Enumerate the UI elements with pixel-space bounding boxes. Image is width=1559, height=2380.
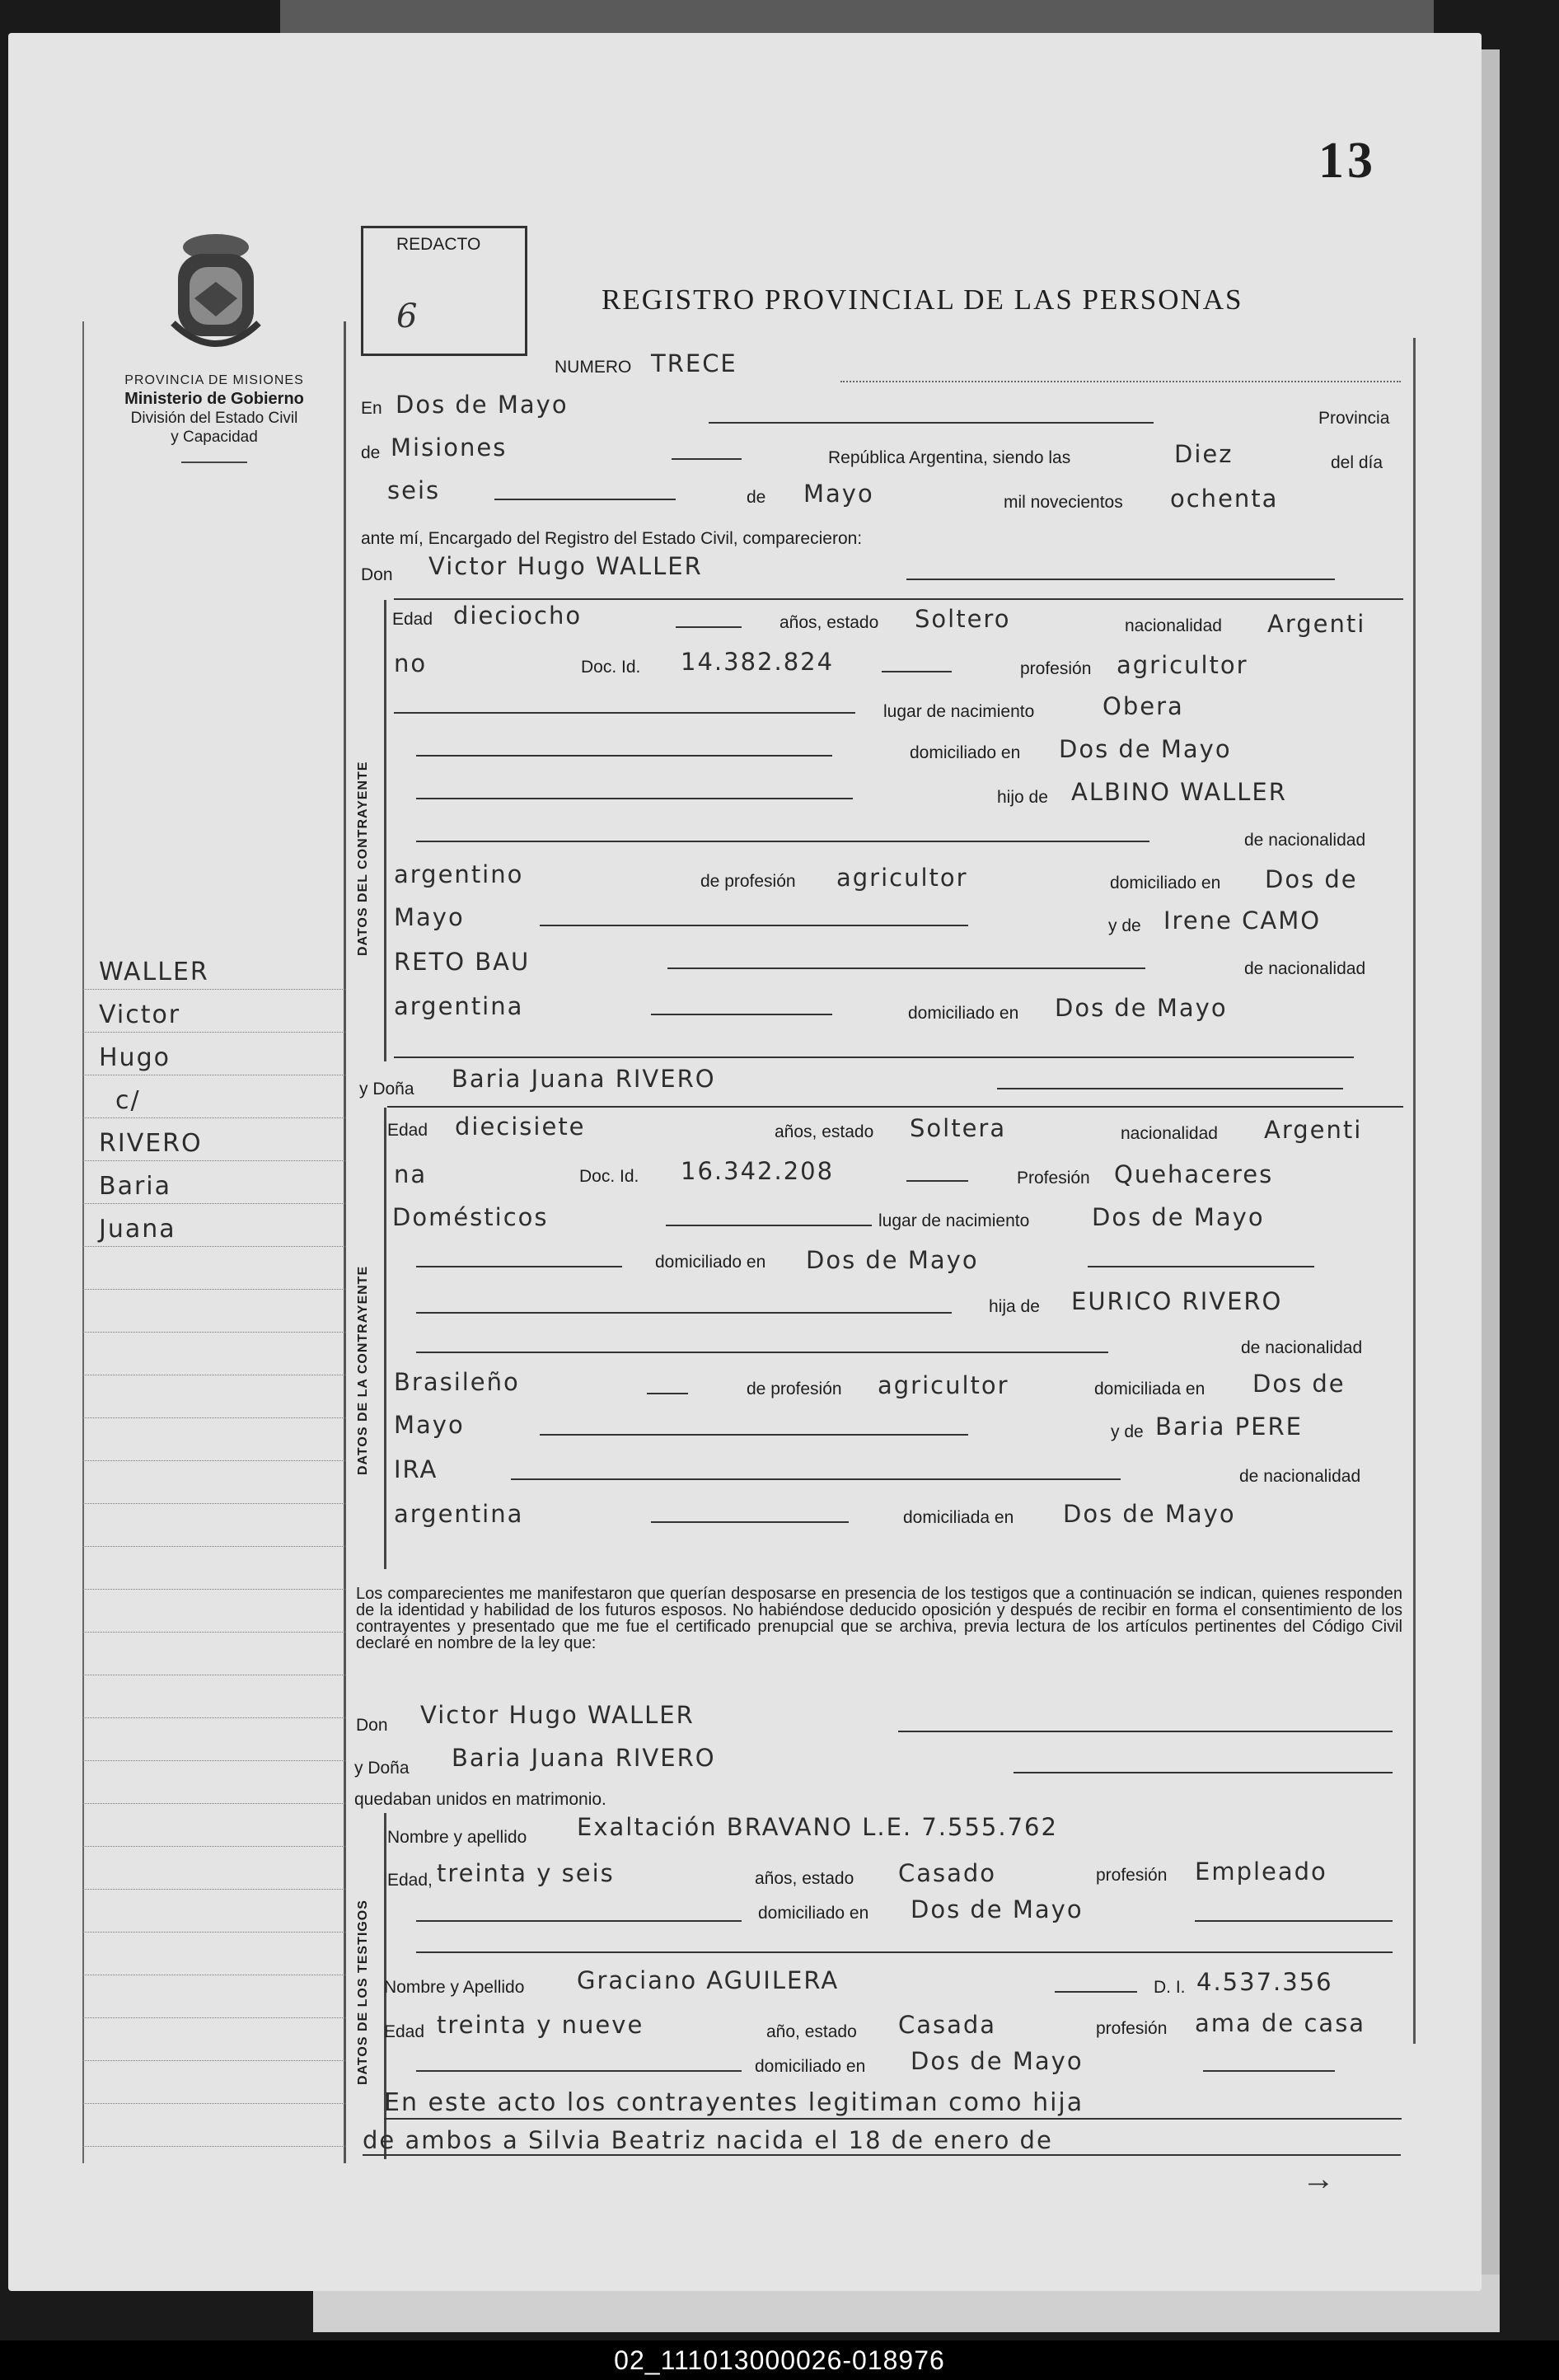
fill-line <box>416 1266 622 1267</box>
numero-value: TRECE <box>651 349 737 377</box>
padre-nac-value-2: Brasileño <box>394 1368 520 1396</box>
prof-value: agricultor <box>1117 651 1248 679</box>
section-rule <box>394 598 1403 600</box>
padre-dom-value-2: Dos de <box>1252 1370 1346 1398</box>
margin-line <box>82 1846 346 1847</box>
yde-label: y de <box>1108 916 1141 935</box>
dom-label-2: domiciliado en <box>655 1253 766 1272</box>
deprof-label: de profesión <box>700 872 796 891</box>
t2-dom-value: Dos de Mayo <box>911 2047 1084 2075</box>
quedaban-text: quedaban unidos en matrimonio. <box>354 1790 606 1809</box>
fill-line <box>666 1225 872 1226</box>
estado-value: Soltero <box>915 605 1011 633</box>
page-number: 13 <box>1318 133 1376 189</box>
del-dia-label: del día <box>1331 453 1383 472</box>
padre-nac-value: argentino <box>394 860 524 888</box>
ministry-name: Ministerio de Gobierno <box>124 390 304 408</box>
lugar-label-2: lugar de nacimiento <box>878 1211 1030 1230</box>
fill-line <box>416 1951 1393 1953</box>
fill-line <box>1088 1266 1314 1267</box>
padre-dom-value: Dos de <box>1265 865 1358 893</box>
nac-label: nacionalidad <box>1125 616 1222 635</box>
t1-estado-label: años, estado <box>755 1869 854 1888</box>
madre-denac-label-2: de nacionalidad <box>1239 1467 1361 1486</box>
redacto-value: 6 <box>396 298 418 335</box>
prof-label-2: Profesión <box>1017 1169 1090 1188</box>
back-card-top <box>280 0 1434 36</box>
t1-edad-label: Edad, <box>387 1871 433 1890</box>
fill-line <box>997 1088 1343 1089</box>
province-name: PROVINCIA DE MISIONES <box>124 373 304 387</box>
fill-line <box>416 2070 742 2072</box>
fill-line <box>416 798 853 799</box>
contrayenta-bracket <box>384 1108 386 1569</box>
fill-line <box>667 967 1145 969</box>
padre-prof-value-2: agricultor <box>878 1371 1009 1399</box>
contrayenta-side-label: DATOS DE LA CONTRAYENTE <box>356 1265 370 1475</box>
nac-value-2: Argenti <box>1264 1116 1363 1144</box>
nac-value-cont: no <box>394 649 428 677</box>
capacity-name: y Capacidad <box>171 429 258 446</box>
fill-line <box>898 1731 1393 1732</box>
note-line-2: de ambos a Silvia Beatriz nacida el 18 de enero de <box>363 2126 1053 2154</box>
scan-footer <box>0 2340 1559 2380</box>
padre-value-2: EURICO RIVERO <box>1071 1287 1283 1315</box>
margin-line <box>82 1503 346 1504</box>
doc-label-2: Doc. Id. <box>579 1167 639 1186</box>
t2-estado-value: Casada <box>898 2011 997 2039</box>
madre-value-cont: RETO BAU <box>394 948 531 976</box>
margin-line <box>82 1032 346 1033</box>
en-value: Dos de Mayo <box>396 391 569 419</box>
margin-line <box>82 1889 346 1890</box>
fill-line <box>416 1920 742 1922</box>
don-value: Victor Hugo WALLER <box>428 552 703 580</box>
page-title: REGISTRO PROVINCIAL DE LAS PERSONAS <box>602 283 1243 316</box>
right-frame-line <box>1413 338 1416 2044</box>
margin-line <box>82 1589 346 1590</box>
denac-label: de nacionalidad <box>1244 831 1366 850</box>
fill-line <box>1014 1772 1393 1773</box>
margin-line <box>82 1203 346 1204</box>
t1-prof-label: profesión <box>1096 1866 1168 1885</box>
t2-prof-label: profesión <box>1096 2019 1168 2038</box>
madre-nac-value-2: argentina <box>394 1500 524 1528</box>
dona-label: y Doña <box>359 1080 414 1099</box>
fill-line <box>540 1434 968 1436</box>
padre-dom-value-2-cont: Mayo <box>394 1411 465 1439</box>
doc-value: 14.382.824 <box>681 648 835 676</box>
fill-line <box>647 1393 688 1394</box>
madre-value-2-cont: IRA <box>394 1455 438 1483</box>
margin-line <box>82 1717 346 1718</box>
declaration-paragraph: Los comparecientes me manifestaron que querían desposarse en presencia de los testigos que a continuación se indican, quienes responden de la identidad y habilidad de los futuros esposos. No habiéndose deducido oposición y después de recibir en forma el consentimiento de los contrayentes y presentado que me fue el certificado prenupcial que se archiva, previa lectura de los artículos pertinentes del Código Civil declaré en nombre de la ley que: <box>356 1585 1402 1652</box>
margin-line <box>82 1760 346 1761</box>
dom-value: Dos de Mayo <box>1059 735 1232 763</box>
redacto-box <box>361 226 527 356</box>
fill-line <box>651 1014 832 1015</box>
margin-line <box>82 2146 346 2147</box>
section-rule <box>394 1056 1354 1058</box>
margin-name: Hugo <box>99 1043 171 1072</box>
nac-value-2-cont: na <box>394 1160 428 1188</box>
note-rule <box>363 2154 1401 2156</box>
redacto-label: REDACTO <box>396 235 481 254</box>
margin-name: Baria <box>99 1172 172 1201</box>
fill-line <box>676 626 742 628</box>
fill-line <box>540 925 968 926</box>
estado-label: años, estado <box>780 613 879 632</box>
mil-label: mil novecientos <box>1004 493 1123 512</box>
margin-line <box>82 1632 346 1633</box>
de-label: de <box>361 443 381 462</box>
edad-value-2: diecisiete <box>455 1113 586 1141</box>
continue-arrow-icon: → <box>1302 2161 1335 2197</box>
decl-don-value: Victor Hugo WALLER <box>420 1701 695 1729</box>
section-rule <box>387 1106 1403 1108</box>
dona-value: Baria Juana RIVERO <box>452 1065 716 1093</box>
t1-name-label: Nombre y apellido <box>387 1828 527 1847</box>
de-mes-label: de <box>747 488 766 507</box>
provincia-label: Provincia <box>1318 409 1390 428</box>
t2-name-label: Nombre y Apellido <box>384 1978 525 1997</box>
fill-line <box>651 1521 849 1523</box>
margin-line <box>82 1803 346 1804</box>
t2-estado-label: año, estado <box>766 2022 857 2041</box>
scan-id: 02_111013000026-018976 <box>614 2345 945 2375</box>
prof-value-2: Quehaceres <box>1114 1160 1274 1188</box>
estado-label-2: años, estado <box>775 1122 874 1141</box>
edad-label: Edad <box>392 610 433 629</box>
margin-left-rule <box>82 321 84 2163</box>
madre-dom-label-2: domiciliada en <box>903 1508 1014 1527</box>
fill-line <box>416 1352 1108 1353</box>
madre-nac-value: argentina <box>394 992 524 1020</box>
testigos-side-label: DATOS DE LOS TESTIGOS <box>356 1900 370 2085</box>
hijo-label: hijo de <box>997 788 1048 807</box>
margin-name: Victor <box>99 1000 181 1029</box>
margin-line <box>82 1117 346 1118</box>
hora-value: Diez <box>1174 440 1234 468</box>
dom-value-2: Dos de Mayo <box>806 1246 979 1274</box>
denac-label-2: de nacionalidad <box>1241 1338 1363 1357</box>
margin-name: WALLER <box>99 958 209 986</box>
fill-line <box>511 1478 1121 1480</box>
fill-line <box>882 671 952 672</box>
ante-mi-text: ante mí, Encargado del Registro del Estado Civil, comparecieron: <box>361 529 863 548</box>
fill-line <box>1203 2070 1335 2072</box>
madre-dom-label: domiciliado en <box>908 1004 1019 1023</box>
t2-edad-value: treinta y nueve <box>437 2011 644 2039</box>
madre-dom-value: Dos de Mayo <box>1055 994 1228 1022</box>
note-rule <box>384 2118 1402 2120</box>
note-line-1: En este acto los contrayentes legitiman como hija <box>384 2088 1084 2117</box>
margin-line <box>82 1332 346 1333</box>
margin-line <box>82 2103 346 2104</box>
t1-dom-value: Dos de Mayo <box>911 1895 1084 1923</box>
fill-line <box>416 755 832 757</box>
prof-value-2-cont: Domésticos <box>392 1203 549 1231</box>
fill-line <box>416 841 1149 842</box>
don-label: Don <box>361 565 393 584</box>
t2-dom-label: domiciliado en <box>755 2057 866 2076</box>
decl-dona-label: y Doña <box>354 1759 410 1778</box>
hija-label: hija de <box>989 1297 1040 1316</box>
provincia-value: Misiones <box>391 433 508 461</box>
fill-line <box>906 579 1335 580</box>
margin-line <box>82 1546 346 1547</box>
edad-value: dieciocho <box>453 602 583 630</box>
nac-label-2: nacionalidad <box>1121 1124 1218 1143</box>
contrayente-bracket <box>384 600 386 1061</box>
t2-name-value: Graciano AGUILERA <box>577 1966 840 1994</box>
t2-doc-label: D. I. <box>1154 1978 1186 1997</box>
margin-name: Juana <box>99 1215 176 1244</box>
lugar-value-2: Dos de Mayo <box>1092 1203 1265 1231</box>
contrayente-side-label: DATOS DEL CONTRAYENTE <box>356 761 370 956</box>
margin-line <box>82 989 346 990</box>
t1-prof-value: Empleado <box>1195 1858 1327 1886</box>
fill-line <box>709 422 1154 424</box>
margin-line <box>82 2017 346 2018</box>
madre-denac-label: de nacionalidad <box>1244 959 1366 978</box>
dia-value: seis <box>387 476 441 504</box>
padre-value: ALBINO WALLER <box>1071 778 1287 806</box>
lugar-value: Obera <box>1103 692 1184 720</box>
fill-line <box>1055 1991 1137 1993</box>
republica-label: República Argentina, siendo las <box>828 448 1071 467</box>
margin-line <box>82 1246 346 1247</box>
t2-edad-label: Edad <box>384 2022 425 2041</box>
estado-value-2: Soltera <box>910 1114 1007 1142</box>
margin-line <box>82 1460 346 1461</box>
yde-label-2: y de <box>1111 1422 1144 1441</box>
fill-line <box>394 712 855 714</box>
en-label: En <box>361 399 382 418</box>
margin-name: c/ <box>115 1086 141 1115</box>
prof-label: profesión <box>1020 659 1092 678</box>
madre-value-2: Baria PERE <box>1155 1413 1303 1441</box>
margin-line <box>82 2060 346 2061</box>
nac-value: Argenti <box>1267 610 1366 638</box>
doc-label: Doc. Id. <box>581 658 641 677</box>
numero-label: NUMERO <box>555 358 632 377</box>
t1-edad-value: treinta y seis <box>437 1859 615 1887</box>
decl-don-label: Don <box>356 1716 388 1735</box>
t2-doc-value: 4.537.356 <box>1196 1968 1333 1996</box>
madre-dom-value-2: Dos de Mayo <box>1063 1500 1236 1528</box>
margin-line <box>82 1160 346 1161</box>
padre-dom-value-cont: Mayo <box>394 903 465 931</box>
margin-line <box>82 1289 346 1290</box>
dom-label: domiciliado en <box>910 743 1021 762</box>
fill-line <box>494 499 676 500</box>
margin-notes-column <box>82 321 346 2163</box>
margin-name: RIVERO <box>99 1129 203 1158</box>
fill-line <box>906 1180 968 1182</box>
deprof-label-2: de profesión <box>747 1380 842 1398</box>
padre-prof-value: agricultor <box>836 864 968 892</box>
lugar-label: lugar de nacimiento <box>883 702 1035 721</box>
madre-value: Irene CAMO <box>1163 907 1322 935</box>
fill-line <box>416 1312 952 1314</box>
margin-line <box>82 1932 346 1933</box>
t1-estado-value: Casado <box>898 1859 997 1887</box>
doc-value-2: 16.342.208 <box>681 1157 835 1185</box>
padre-dom-label: domiciliado en <box>1110 874 1221 892</box>
padre-dom-label-2: domiciliada en <box>1094 1380 1206 1398</box>
margin-line <box>82 1417 346 1418</box>
mes-value: Mayo <box>803 480 874 508</box>
t2-prof-value: ama de casa <box>1195 2009 1366 2037</box>
decl-dona-value: Baria Juana RIVERO <box>452 1744 716 1772</box>
edad-label-2: Edad <box>387 1121 428 1140</box>
t1-dom-label: domiciliado en <box>758 1904 869 1923</box>
anio-value: ochenta <box>1170 485 1279 513</box>
t1-name-value: Exaltación BRAVANO L.E. 7.555.762 <box>577 1813 1058 1841</box>
fill-line <box>1195 1920 1393 1922</box>
fill-line <box>672 458 742 460</box>
division-name: División del Estado Civil <box>130 410 298 427</box>
fill-line <box>840 381 1401 382</box>
